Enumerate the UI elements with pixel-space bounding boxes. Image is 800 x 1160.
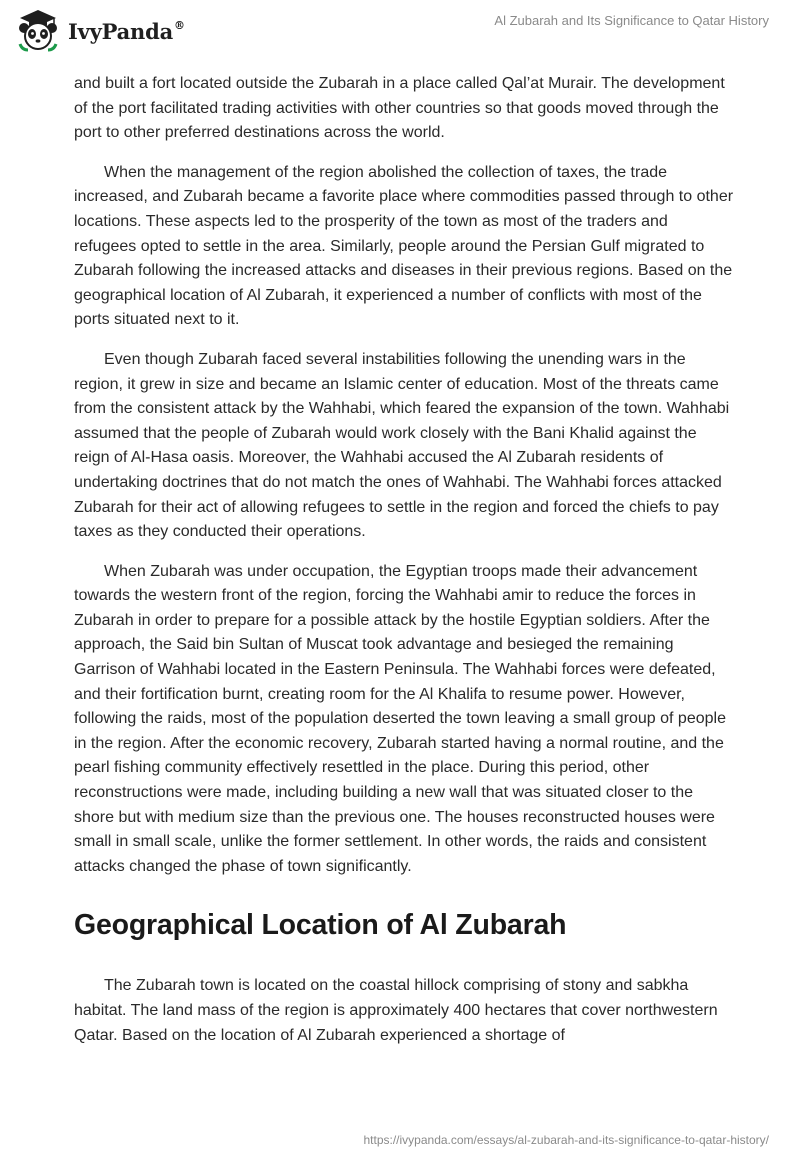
paragraphs-before-heading [74,72,734,879]
paragraph: and built a fort located outside the Zubarah in a place called Qal’at Murair. The development of the port facilitated trading activities with other countries so that goods moved through the port to other preferred destinations across the world. [74,75,725,142]
article-body [74,72,734,1063]
section-heading: Geographical Location of Al Zubarah [74,909,567,942]
paragraphs-after-heading [74,974,734,1048]
brand-logo[interactable] [12,6,185,56]
panda-graduate-logo-icon [12,6,62,56]
paragraph: When Zubarah was under occupation, the Egyptian troops made their advancement towards the western front of the region, forcing the Wahhabi amir to reduce the forces in Zubarah in order to prepare for a possible attack by the hostile Egyptian soldiers. After the approach, the Said bin Sultan of Muscat took advantage and besieged the remaining Garrison of Wahhabi located in the Eastern Peninsula. The Wahhabi forces were defeated, and their fortification burnt, creating room for the Al Khalifa to resume power. However, following the raids, most of the population deserted the town leaving a small group of people in the region. After the economic recovery, Zubarah started having a normal routine, and the pearl fishing community effectively resettled in the place. During this period, other reconstructions were made, including building a new wall that was situated closer to the shore but with medium size than the previous one. The houses reconstructed houses were small in small scale, unlike the former settlement. In other words, the raids and consistent attacks changed the phase of town significantly. [74,562,726,875]
brand-name: IvyPanda® [68,18,185,44]
source-url[interactable]: https://ivypanda.com/essays/al-zubarah-and-its-significance-to-qatar-history/ [363,1133,769,1147]
paragraph: Even though Zubarah faced several instabilities following the unending wars in the region, it grew in size and became an Islamic center of education. Most of the threats came from the consistent attack by the Wahhabi, which feared the expansion of the town. Wahhabi assumed that the people of Zubarah would work closely with the Bani Khalid against the reign of Al-Hasa oasis. Moreover, the Wahhabi accused the Al Zubarah residents of undertaking doctrines that do not match the ones of Wahhabi. The Wahhabi forces attacked Zubarah for their act of allowing refugees to settle in the region and forced the chiefs to pay taxes as they conducted their operations. [74,350,730,541]
paragraph: When the management of the region abolished the collection of taxes, the trade increased, and Zubarah became a favorite place where commodities passed through to other locations. These aspects led to the prosperity of the town as most of the traders and refugees opted to settle in the area. Similarly, people around the Persian Gulf migrated to Zubarah following the increased attacks and diseases in their previous regions. Based on the geographical location of Al Zubarah, it experienced a number of conflicts with most of the ports situated next to it. [74,163,734,329]
paragraph: The Zubarah town is located on the coastal hillock comprising of stony and sabkha habitat. The land mass of the region is approximately 400 hectares that cover northwestern Qatar. Based on the location of Al Zubarah experienced a shortage of [74,977,718,1044]
page-header [0,0,800,64]
document-title: Al Zubarah and Its Significance to Qatar History [494,13,769,28]
